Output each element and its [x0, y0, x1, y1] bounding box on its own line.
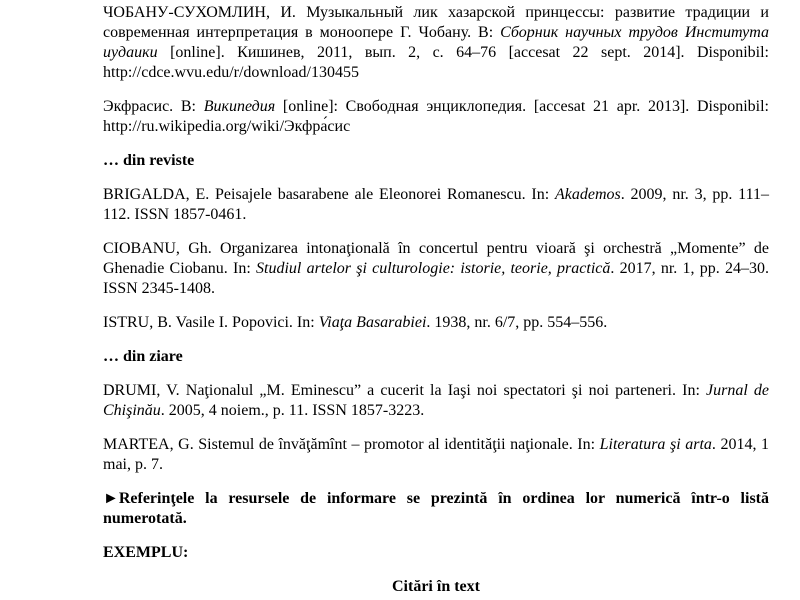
text-run: Referinţele la resursele de informare se prezintă în ordinea lor numerică într-o listă numerotată. [103, 490, 769, 527]
italic-text-run: Studiul artelor şi culturologie: istorie, teorie, practică [256, 260, 611, 277]
text-run: Citări în text [392, 578, 480, 595]
example-label [103, 543, 769, 563]
italic-text-run: Википедия [203, 98, 276, 115]
italic-text-run: Viaţa Basarabiei [318, 314, 427, 331]
note-references-numbered-list [103, 489, 769, 529]
text-run: MARTEA, G. Sistemul de învăţămînt – promotor al identităţii naţionale. In: [103, 436, 600, 453]
text-run: . 1938, nr. 6/7, pp. 554–556. [426, 314, 608, 331]
italic-text-run: Literatura şi arta [599, 436, 712, 453]
text-run: . 2005, 4 noiem., p. 11. ISSN 1857-3223. [160, 402, 425, 419]
reference-ciobanu [103, 239, 769, 299]
text-run: … din ziare [103, 348, 183, 365]
text-run: CIOBANU, Gh. Organizarea intonaţională în concertul pentru vioară şi orchestră „Momente” de Ghenadie Ciobanu. In: [103, 240, 769, 277]
text-run: BRIGALDA, E. Peisajele basarabene ale Eleonorei Romanescu. In: [103, 186, 555, 203]
reference-martea [103, 435, 769, 475]
text-run: ЧОБАНУ-СУХОМЛИН, И. Музыкальный лик хазарской принцессы: развитие традиции и современная интерпретация в моноопере Г. Чобану. В: [103, 4, 769, 41]
text-run: . 2009, nr. 3, pp. 111–112. ISSN 1857-0461. [103, 186, 769, 223]
italic-text-run: Сборник научных трудов Института иудаики [103, 24, 769, 61]
document-body [103, 3, 769, 597]
text-run: EXEMPLU: [103, 544, 189, 561]
italic-text-run: Jurnal de Chişinău [103, 382, 770, 419]
italic-text-run: Akademos [555, 186, 621, 203]
reference-drumi [103, 381, 769, 421]
text-run: Экфрасис. В: [103, 98, 204, 115]
section-heading-din-ziare [103, 347, 769, 367]
centered-heading-citari-in-text [103, 577, 769, 597]
reference-chobanu-suhomlin [103, 3, 769, 83]
reference-istru [103, 313, 769, 333]
black-right-pointer-icon: ► [103, 490, 119, 507]
reference-brigalda [103, 185, 769, 225]
text-run: . 2014, 1 mai, p. 7. [103, 436, 770, 473]
text-run: DRUMI, V. Naţionalul „M. Eminescu” a cucerit la Iaşi noi spectatori şi noi parteneri. In: [103, 382, 707, 399]
text-run: . 2017, nr. 1, pp. 24–30. ISSN 2345-1408. [103, 260, 770, 297]
text-run: ISTRU, B. Vasile I. Popovici. In: [103, 314, 319, 331]
text-run: [online]. Кишинев, 2011, вып. 2, с. 64–76 [accesat 22 sept. 2014]. Disponibil: http://cdce.wvu.edu/r/download/130455 [103, 44, 769, 81]
reference-ekphrasis [103, 97, 769, 137]
text-run: [online]: Свободная энциклопедия. [accesat 21 apr. 2013]. Disponibil: http://ru.wikipedia.org/wiki/Экфра́сис [103, 98, 769, 135]
text-run: … din reviste [103, 152, 195, 169]
section-heading-din-reviste [103, 151, 769, 171]
